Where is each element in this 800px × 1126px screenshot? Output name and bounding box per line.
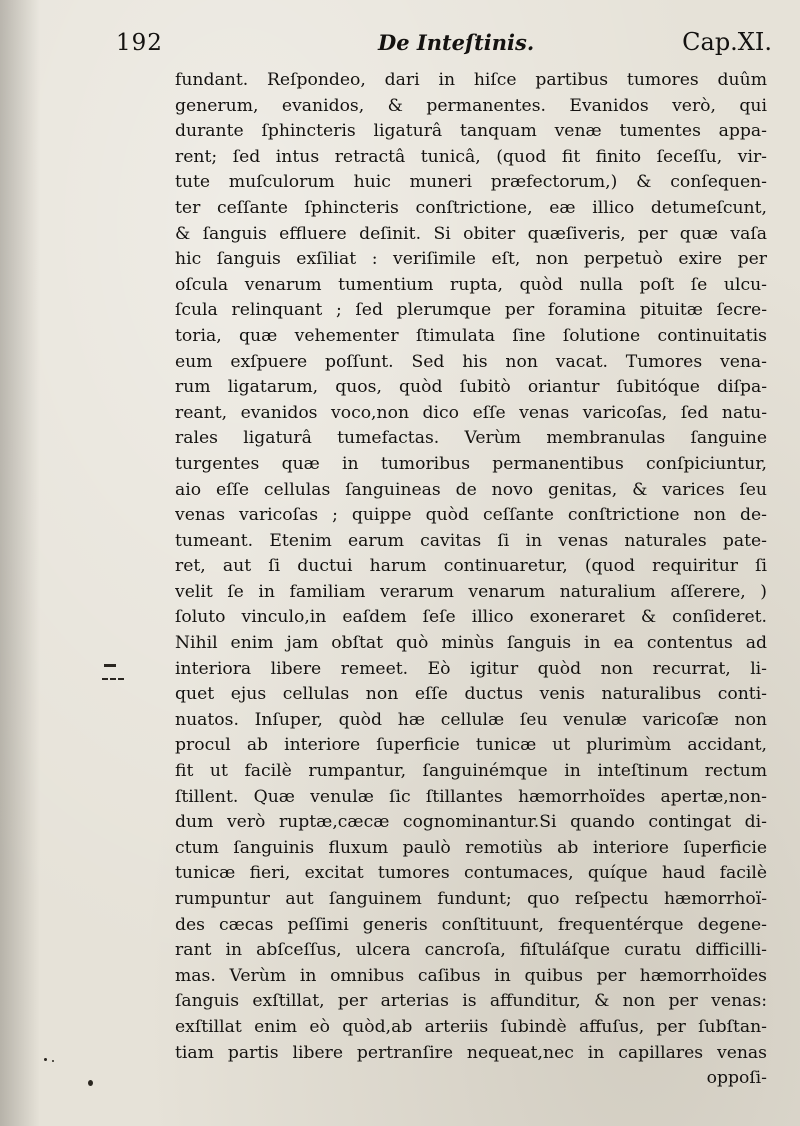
text-line: quet ejus cellulas non eſſe ductus venis naturalibus conti- <box>175 684 767 705</box>
text-line: turgentes quæ in tumoribus permanentibus conſpiciuntur, <box>175 453 767 474</box>
text-line: velit ſe in familiam verarum venarum naturalium aſſerere, ) <box>175 581 767 602</box>
running-header <box>0 26 800 60</box>
gutter-shadow <box>0 0 40 1126</box>
text-line: exſtillat enim eò quòd,ab arteriis ſubindè affuſus, per ſubſtan- <box>175 1016 767 1037</box>
text-line: tiam partis libere pertranſire nequeat,nec in capillares venas <box>175 1042 767 1063</box>
catchword: oppoſi- <box>706 1068 767 1089</box>
text-line: toria, quæ vehementer ſtimulata ſine ſolutione continuitatis <box>175 325 767 346</box>
text-line: fit ut facilè rumpantur, ſanguinémque in inteſtinum rectum <box>175 761 767 782</box>
text-line: reant, evanidos voco,non dico eſſe venas varicoſas, ſed natu- <box>175 402 767 423</box>
text-line: procul ab interiore ſuperficie tunicæ ut plurimùm accidant, <box>175 735 767 756</box>
text-line: rent; ſed intus retractâ tunicâ, (quod fit finito ſeceſſu, vir- <box>175 146 767 167</box>
text-line: des cæcas peſſimi generis conſtituunt, frequentérque degene- <box>175 914 767 935</box>
text-line: ctum ſanguinis fluxum paulò remotiùs ab interiore ſuperficie <box>175 837 767 858</box>
text-line: rum ligatarum, quos, quòd ſubitò oriantur ſubitóque diſpa- <box>175 377 767 398</box>
running-title: De Inteſtinis. <box>378 30 535 55</box>
text-line: rumpuntur aut ſanguinem fundunt; quo reſpectu hæmorrhoï- <box>175 889 767 909</box>
text-line: dum verò ruptæ,cæcæ cognominantur.Si quando contingat di- <box>175 812 767 833</box>
text-line: nuatos. Inſuper, quòd hæ cellulæ ſeu venulæ varicoſæ non <box>175 709 767 730</box>
text-line: fundant. Reſpondeo, dari in hiſce partibus tumores duûm <box>175 70 767 90</box>
text-line: mas. Verùm in omnibus caſibus in quibus per hæmorrhoïdes <box>175 965 767 986</box>
ink-speck <box>52 1060 54 1062</box>
text-line: tute muſculorum huic muneri præfectorum,) & conſequen- <box>175 172 767 193</box>
text-line: durante ſphincteris ligaturâ tanquam venæ tumentes appa- <box>175 121 767 142</box>
text-line: oſcula venarum tumentium rupta, quòd nulla poſt ſe ulcu- <box>175 274 767 295</box>
chapter-label: Cap.XI. <box>682 28 772 56</box>
text-line: rales ligaturâ tumefactas. Verùm membranulas ſanguine <box>175 428 767 449</box>
margin-annotation-mark <box>98 662 126 684</box>
text-line: ſtillent. Quæ venulæ ſic ſtillantes hæmorrhoïdes apertæ,non- <box>175 786 767 807</box>
text-line: Nihil enim jam obſtat quò minùs ſanguis in ea contentus ad <box>175 633 767 654</box>
page-number: 192 <box>116 30 163 56</box>
text-line: ret, aut ſi ductui harum continuaretur, (quod requiritur ſi <box>175 556 767 577</box>
text-line: venas varicoſas ; quippe quòd ceſſante conſtrictione non de- <box>175 505 767 526</box>
text-line: rant in abſceſſus, ulcera cancroſa, fiſtuláſque curatu difficilli- <box>175 940 767 961</box>
text-line: eum exſpuere poſſunt. Sed his non vacat. Tumores vena- <box>175 351 767 372</box>
text-line: aio eſſe cellulas ſanguineas de novo genitas, & varices ſeu <box>175 479 767 500</box>
text-line: hic ſanguis exſiliat : veriſimile eſt, non perpetuò exire per <box>175 249 767 270</box>
text-line: ſcula relinquant ; ſed plerumque per foramina pituitæ ſecre- <box>175 300 767 321</box>
text-line: interiora libere remeet. Eò igitur quòd non recurrat, li- <box>175 658 767 679</box>
ink-speck <box>44 1058 47 1061</box>
text-line: ſanguis exſtillat, per arterias is affunditur, & non per venas: <box>175 991 767 1012</box>
text-line: ter ceſſante ſphincteris conſtrictione, eæ illico detumeſcunt, <box>175 197 767 218</box>
text-line: & ſanguis effluere deſinit. Si obiter quæſiveris, per quæ vaſa <box>175 223 767 244</box>
body-text <box>175 68 767 1092</box>
text-line: tunicæ fieri, excitat tumores contumaces, quíque haud facilè <box>175 863 767 884</box>
text-line: tumeant. Etenim earum cavitas ſi in venas naturales pate- <box>175 530 767 551</box>
ink-speck <box>88 1080 93 1086</box>
text-line: ſoluto vinculo,in eaſdem ſeſe illico exoneraret & conſideret. <box>175 607 767 628</box>
text-line: generum, evanidos, & permanentes. Evanidos verò, qui <box>175 95 767 116</box>
